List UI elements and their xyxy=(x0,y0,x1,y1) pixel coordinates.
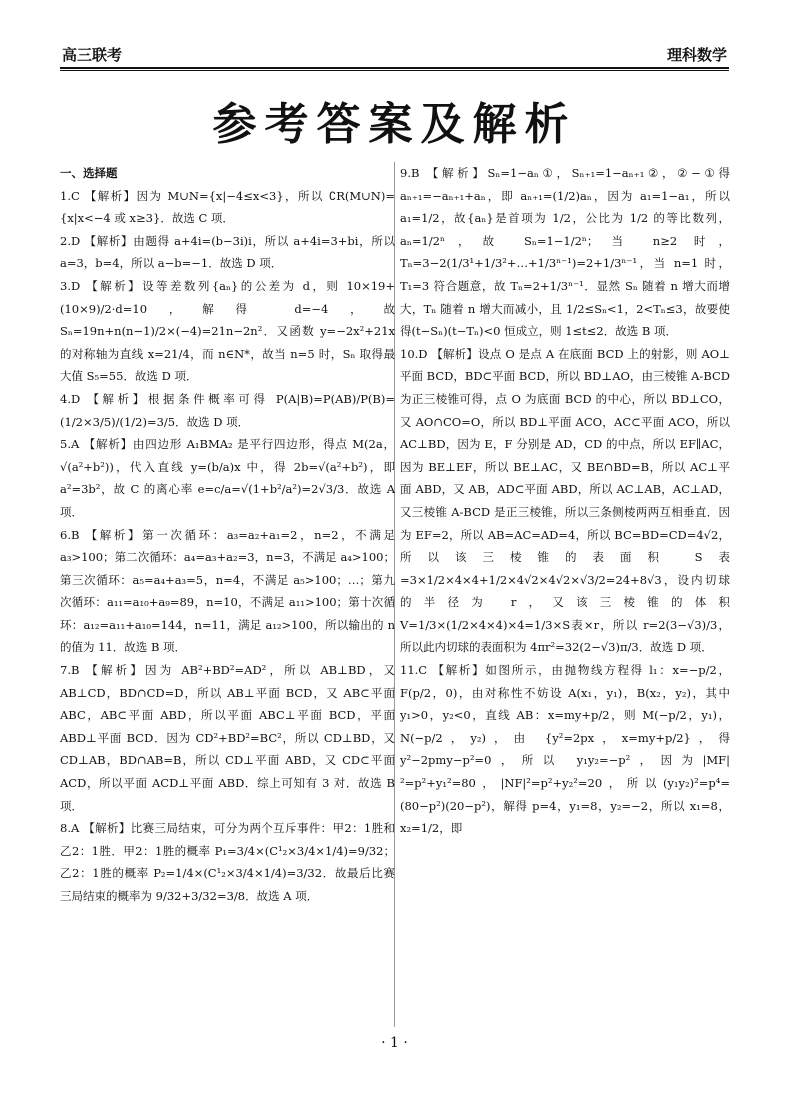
answer-7: 7.B 【解析】因为 AB²+BD²=AD²，所以 AB⊥BD，又 AB⊥CD，BD∩CD=D，所以 AB⊥平面 BCD，又 AB⊂平面 ABC，AB⊂平面 ABD，所以平面 ABC⊥平面 BCD，平面 ABD⊥平面 BCD．因为 CD²+BD²=BC²，所以 CD⊥BD，又 CD⊥AB，BD∩AB=B，所以 CD⊥平面 ABD，又 CD⊂平面 ACD，所以平面 ACD⊥平面 ABD．综上可知有 3 对．故选 B 项． xyxy=(60,663,395,813)
answer-9: 9.B 【解析】Sₙ=1−aₙ①，Sₙ₊₁=1−aₙ₊₁②，②−①得 aₙ₊₁=−aₙ₊₁+aₙ，即 aₙ₊₁=(1/2)aₙ，因为 a₁=1−a₁，所以 a₁=1/2，故{aₙ}是首项为 1/2，公比为 1/2 的等比数列，aₙ=1/2ⁿ，故 Sₙ=1−1/2ⁿ；当 n≥2 时，Tₙ=3−2(1/3¹+1/3²+…+1/3ⁿ⁻¹)=2+1/3ⁿ⁻¹，当 n=1 时，T₁=3 符合题意，故 Tₙ=2+1/3ⁿ⁻¹．显然 Sₙ 随着 n 增大而增大，Tₙ 随着 n 增大而减小，且 1/2≤Sₙ<1，2<Tₙ≤3，故要使得(t−Sₙ)(t−Tₙ)<0 恒成立，则 1≤t≤2．故选 B 项． xyxy=(400,166,730,339)
right-column xyxy=(400,162,730,840)
page-header xyxy=(60,44,729,66)
header-left-label: 高三联考 xyxy=(62,46,123,64)
answer-1: 1.C 【解析】因为 M∪N={x|−4≤x<3}，所以 ∁R(M∪N)={x|x<−4 或 x≥3}．故选 C 项． xyxy=(60,188,395,226)
answer-10: 10.D 【解析】设点 O 是点 A 在底面 BCD 上的射影，则 AO⊥平面 BCD，BD⊂平面 BCD，所以 BD⊥AO，由三棱锥 A-BCD 为正三棱锥可得，点 O 为底面 BCD 的中心，所以 BD⊥CO，又 AO∩CO=O，所以 BD⊥平面 ACO，AC⊂平面 ACO，所以 AC⊥BD，因为 E，F 分别是 AD，CD 的中点，所以 EF∥AC，因为 BE⊥EF，所以 BE⊥AC，又 BE∩BD=B，所以 AC⊥平面 ABD，又 AB，AD⊂平面 ABD，所以 AC⊥AB，AC⊥AD，又三棱锥 A-BCD 是正三棱锥，所以三条侧棱两两互相垂直．因为 EF=2，所以 AB=AC=AD=4，所以 BC=BD=CD=4√2，所以该三棱锥的表面积 S表=3×1/2×4×4+1/2×4√2×4√2×√3/2=24+8√3，设内切球的半径为 r，又该三棱锥的体积 V=1/3×(1/2×4×4)×4=1/3×S表×r，所以 r=2(3−√3)/3，所以此内切球的表面积为 4πr²=32(2−√3)π/3．故选 D 项． xyxy=(400,346,730,655)
section-heading: 一、选择题 xyxy=(60,166,118,180)
header-right-label: 理科数学 xyxy=(666,46,727,64)
header-rule-thin xyxy=(60,70,729,71)
answer-3: 3.D 【解析】设等差数列{aₙ}的公差为 d，则 10×19+(10×9)/2·d=10，解得 d=−4，故 Sₙ=19n+n(n−1)/2×(−4)=21n−2n²．又函数 y=−2x²+21x 的对称轴为直线 x=21/4，而 n∈N*，故当 n=5 时，Sₙ 取得最大值 S₅=55．故选 D 项． xyxy=(60,278,395,384)
answer-2: 2.D 【解析】由题得 a+4i=(b−3i)i，所以 a+4i=3+bi，所以 a=3，b=4，所以 a−b=−1．故选 D 项． xyxy=(60,233,395,271)
page-title: 参考答案及解析 xyxy=(212,99,577,150)
page-number: · 1 · xyxy=(381,1035,408,1051)
header-rule-thick xyxy=(60,67,729,69)
answer-4: 4.D 【解析】根据条件概率可得 P(A|B)=P(AB)/P(B)=(1/2×3/5)/(1/2)=3/5．故选 D 项． xyxy=(60,391,395,429)
left-column xyxy=(60,162,395,908)
answer-11: 11.C 【解析】如图所示，由抛物线方程得 l₁：x=−p/2，F(p/2，0)，由对称性不妨设 A(x₁，y₁)，B(x₂，y₂)，其中 y₁>0，y₂<0，直线 AB：x=my+p/2，则 M(−p/2，y₁)，N(−p/2，y₂)，由 {y²=2px，x=my+p/2}，得 y²−2pmy−p²=0，所以 y₁y₂=−p²，因为|MF|²=p²+y₁²=80，|NF|²=p²+y₂²=20，所以(y₁y₂)²=p⁴=(80−p²)(20−p²)，解得 p=4，y₁=8，y₂=−2，所以 x₁=8，x₂=1/2，即 xyxy=(400,663,730,836)
answer-6: 6.B 【解析】第一次循环：a₃=a₂+a₁=2，n=2，不满足 a₃>100；第二次循环：a₄=a₃+a₂=3，n=3，不满足 a₄>100；第三次循环：a₅=a₄+a₃=5，n=4，不满足 a₅>100；…；第九次循环：a₁₁=a₁₀+a₉=89，n=10，不满足 a₁₁>100；第十次循环：a₁₂=a₁₁+a₁₀=144，n=11，满足 a₁₂>100，所以输出的 n 的值为 11．故选 B 项． xyxy=(60,527,395,655)
answer-8: 8.A 【解析】比赛三局结束，可分为两个互斥事件：甲2：1胜和乙2：1胜．甲2：1胜的概率 P₁=3/4×(C¹₂×3/4×1/4)=9/32；乙2：1胜的概率 P₂=1/4×(C¹₂×3/4×1/4)=3/32．故最后比赛三局结束的概率为 9/32+3/32=3/8．故选 A 项． xyxy=(60,821,395,903)
answer-5: 5.A 【解析】由四边形 A₁BMA₂ 是平行四边形，得点 M(2a，√(a²+b²))，代入直线 y=(b/a)x 中，得 2b=√(a²+b²)，即 a²=3b²，故 C 的离心率 e=c/a=√(1+b²/a²)=2√3/3．故选 A 项． xyxy=(60,437,395,519)
